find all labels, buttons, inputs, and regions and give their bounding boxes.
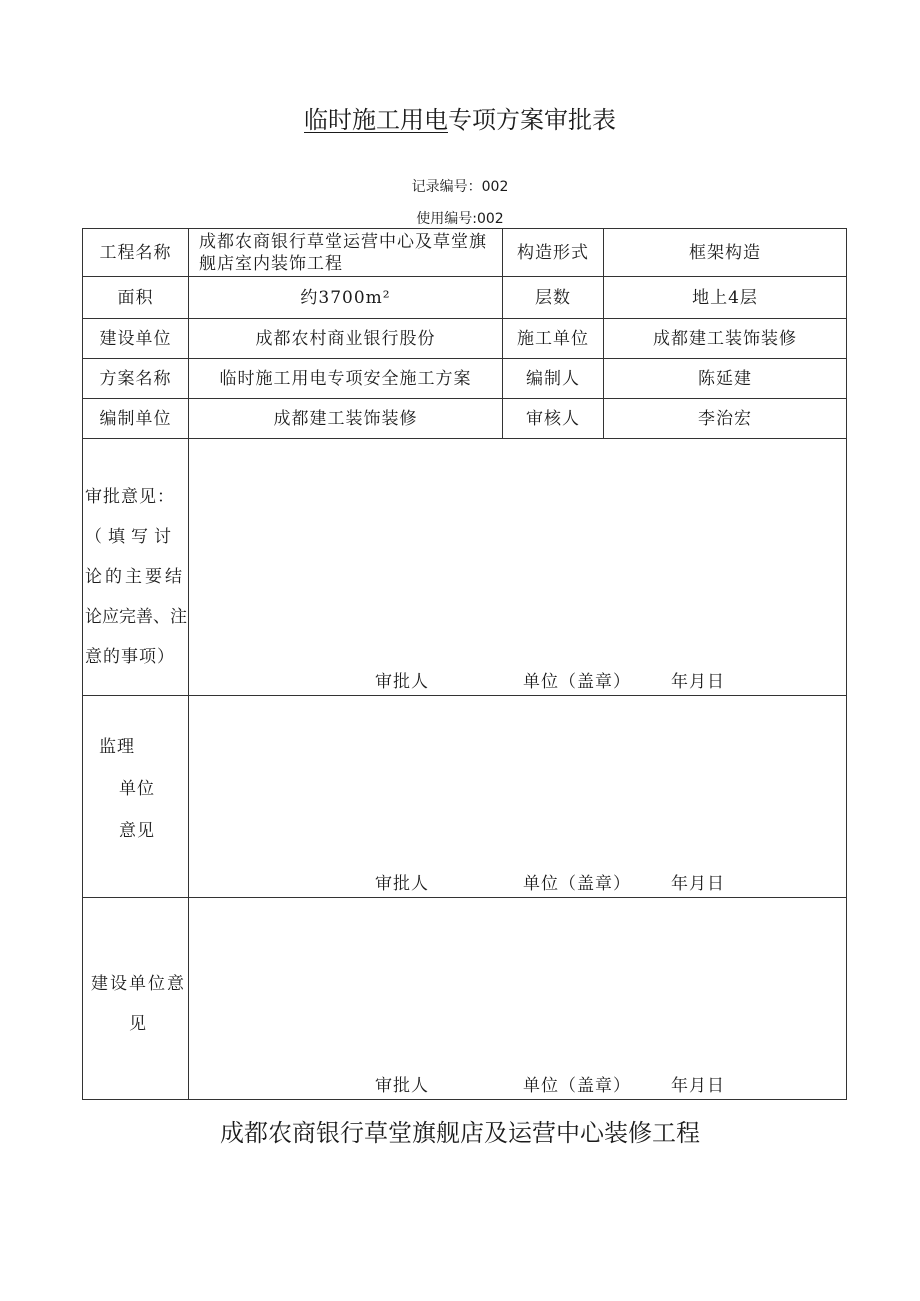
- construction-label-line: 建设单位意: [91, 974, 186, 994]
- unit-seal-label: 单位（盖章）: [523, 1076, 631, 1096]
- supervision-label-line: 意见: [119, 821, 155, 841]
- supervision-opinion-row: [83, 696, 847, 898]
- approval-opinion-field[interactable]: [189, 439, 847, 696]
- construction-opinion-label: [83, 898, 189, 1100]
- page-title: [0, 100, 920, 135]
- supervision-label-line: 单位: [119, 779, 155, 799]
- approval-label-line: 论应完善、注: [85, 607, 187, 627]
- author-unit-label: 编制单位: [83, 399, 189, 439]
- floors-value: 地上4层: [604, 277, 847, 319]
- reviewer-label: 审核人: [503, 399, 604, 439]
- approver-label: 审批人: [375, 874, 429, 894]
- use-number: 使用编号:002: [416, 211, 504, 227]
- supervision-opinion-label: [83, 696, 189, 898]
- floors-label: 层数: [503, 277, 604, 319]
- approval-opinion-label: [83, 439, 189, 696]
- plan-name-value: 临时施工用电专项安全施工方案: [189, 359, 503, 399]
- table-row: [83, 359, 847, 399]
- construction-opinion-field[interactable]: [189, 898, 847, 1100]
- approval-label-line: 审批意见：: [85, 487, 175, 507]
- contractor-value: 成都建工装饰装修: [604, 319, 847, 359]
- unit-seal-label: 单位（盖章）: [523, 874, 631, 894]
- supervision-opinion-field[interactable]: [189, 696, 847, 898]
- author-label: 编制人: [503, 359, 604, 399]
- builder-value: 成都农村商业银行股份: [189, 319, 503, 359]
- reviewer-value: 李治宏: [604, 399, 847, 439]
- date-label: 年月日: [671, 874, 725, 894]
- approval-opinion-row: [83, 439, 847, 696]
- date-label: 年月日: [671, 1076, 725, 1096]
- approver-label: 审批人: [375, 672, 429, 692]
- approval-signature-line: [375, 671, 429, 693]
- area-label: 面积: [83, 277, 189, 319]
- approval-label-line: （填写讨: [85, 527, 177, 547]
- approval-label-line: 意的事项）: [85, 647, 175, 667]
- builder-label: 建设单位: [83, 319, 189, 359]
- approval-table: [82, 228, 847, 1100]
- approval-label-line: 论的主要结: [85, 567, 185, 587]
- unit-seal-label: 单位（盖章）: [523, 672, 631, 692]
- author-value: 陈延建: [604, 359, 847, 399]
- title-underlined-part: 临时施工用电: [304, 106, 448, 134]
- plan-name-label: 方案名称: [83, 359, 189, 399]
- construction-opinion-row: [83, 898, 847, 1100]
- date-label: 年月日: [671, 672, 725, 692]
- table-row: [83, 229, 847, 277]
- approver-label: 审批人: [375, 1076, 429, 1096]
- author-unit-value: 成都建工装饰装修: [189, 399, 503, 439]
- supervision-label-line: 监理: [99, 737, 135, 757]
- construction-label-line: 见: [129, 1014, 148, 1034]
- project-name-label: 工程名称: [83, 229, 189, 277]
- contractor-label: 施工单位: [503, 319, 604, 359]
- project-name-value: 成都农商银行草堂运营中心及草堂旗舰店室内装饰工程: [189, 229, 503, 277]
- record-number: 记录编号：002: [411, 179, 509, 195]
- area-value: 约3700m²: [189, 277, 503, 319]
- title-rest: 专项方案审批表: [448, 106, 616, 134]
- structure-label: 构造形式: [503, 229, 604, 277]
- footer-project-title: 成都农商银行草堂旗舰店及运营中心装修工程: [220, 1119, 700, 1147]
- structure-value: 框架构造: [604, 229, 847, 277]
- table-row: [83, 399, 847, 439]
- table-row: [83, 277, 847, 319]
- table-row: [83, 319, 847, 359]
